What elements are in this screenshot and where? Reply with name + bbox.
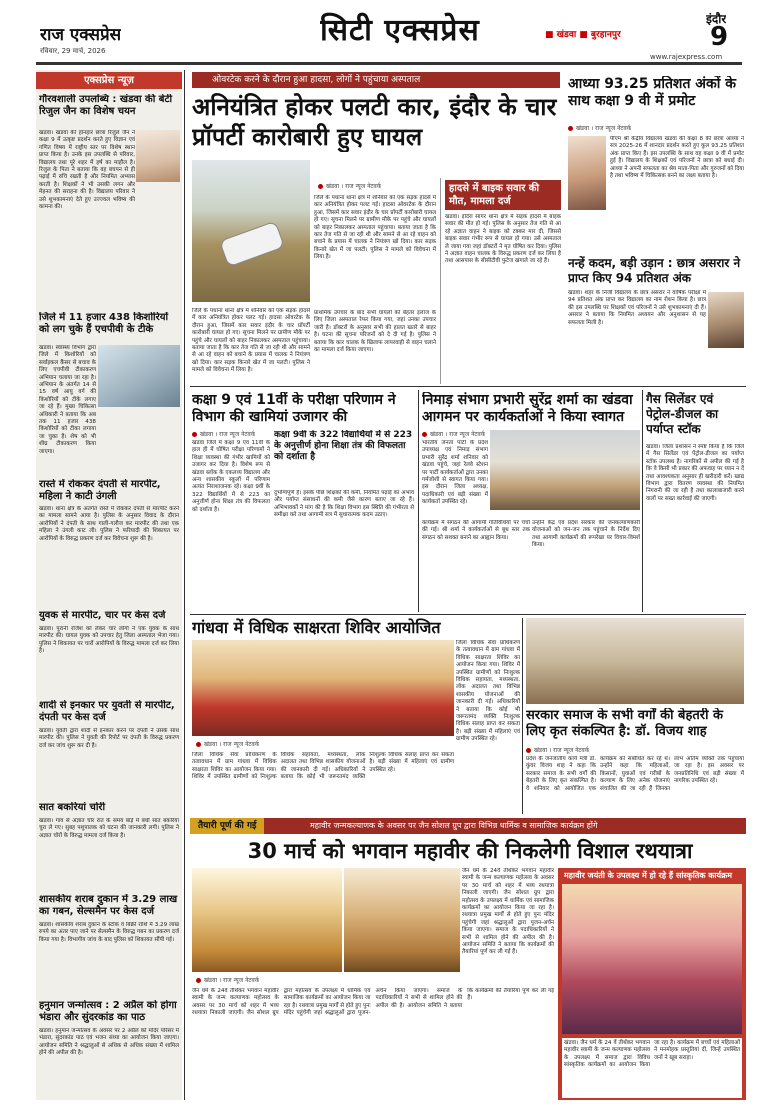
- mid-rule: [190, 614, 746, 615]
- culture-dance-photo: [562, 884, 742, 1034]
- asrar-title: नन्हें कदम, बड़ी उड़ान : छात्र असरार ने प्राप्त किए 94 प्रतिशत अंक: [568, 256, 741, 285]
- masthead-date: रविवार, 29 मार्च, 2026: [40, 47, 106, 55]
- rath-kicker-right: महावीर जन्मकल्याणक के अवसर पर जैन सोशल ग्रुप द्वारा विभिन्न धार्मिक व सामाजिक कार्यक्रम होंगे: [310, 821, 598, 830]
- bike-box: [440, 178, 562, 384]
- rath-headline: 30 मार्च को भगवान महावीर की निकलेगी विशाल रथयात्रा: [247, 839, 693, 863]
- rath-byline: खंडवा । राज न्यूज नेटवर्क: [196, 976, 259, 984]
- literacy-body: जिला विधिक सेवा प्राधिकरण के तत्वावधान में ग्राम गांधवा में विधिक साक्षरता शिविर का आयोजन किया गया। शिविर में उपस्थित ग्रामीणों को निःशुल्क विधिक सहायता, मध्यस्थता, लोक अदालत तथा विभिन्न शासकीय योजनाओं की जानकारी दी गई। अधिकारियों ने बताया कि कोई भी जरूरतमंद व्यक्ति निःशुल्क विधिक सलाह प्राप्त कर सकता है। बड़ी संख्या में महिलाएं एवं ग्रामीण उपस्थित रहे।: [456, 640, 520, 743]
- sidebar-s5-body: खंडवा। युवती द्वारा शादी से इनकार करने पर दंपती ने उसके साथ मारपीट की। पुलिस ने युवती की रिपोर्ट पर दंपती के विरुद्ध प्रकरण दर्ज कर जांच शुरू कर दी है।: [39, 728, 179, 749]
- sidebar-s7-body: खंडवा। शासकीय शराब दुकान के स्टॉक व बिक्री राशि में 3.29 लाख रुपये का अंतर पाए जाने पर सेल्समैन के विरुद्ध गबन का प्रकरण दर्ज किया गया है। विभागीय जांच के बाद पुलिस को शिकायत सौंपी गई।: [39, 922, 179, 943]
- shah-title: सरकार समाज के सभी वर्गों की बेहतरी के लिए कृत संकल्पित है: डॉ. विजय शाह: [526, 708, 723, 739]
- aadhya-photo: [568, 136, 606, 210]
- sidebar: [36, 70, 182, 1100]
- gas-body: खंडवा। जिला प्रशासन ने स्पष्ट किया है कि जिले में गैस सिलेंडर एवं पेट्रोल-डीजल का पर्याप्त स्टॉक उपलब्ध है। नागरिकों से अपील की गई है कि वे किसी भी प्रकार की अफवाह पर ध्यान न दें तथा आवश्यकता अनुसार ही खरीदारी करें। खाद्य विभाग द्वारा वितरण व्यवस्था की नियमित निगरानी की जा रही है तथा कालाबाजारी करने वालों पर सख्त कार्रवाई की जाएगी।: [646, 444, 744, 502]
- exam-title: कक्षा 9 एवं 11वीं के परीक्षा परिणाम ने विभाग की खामियां उजागर की: [192, 392, 396, 425]
- sidebar-s6-body: खंडवा। गांव से अज्ञात चोर रात के समय बाड़े में बंधी सात बकरियां चुरा ले गए। सुबह पशुपालक को घटना की जानकारी लगी। पुलिस ने अज्ञात चोरों के विरुद्ध मामला दर्ज किया है।: [39, 818, 179, 839]
- page-number: 9: [710, 22, 729, 52]
- vaccine-photo: [98, 345, 180, 407]
- lead-bottom-rule: [190, 386, 746, 387]
- asrar-photo: [708, 292, 744, 348]
- masthead-center-title: सिटी एक्सप्रेस: [320, 13, 480, 48]
- exam-body-2: दुर्भाग्यपूर्ण है। इसके पीछे शिक्षकों की कमी, नियमित पढ़ाई का अभाव और पर्याप्त संसाधनों की कमी जैसे कारण बताए जा रहे हैं। अभिभावकों ने मांग की है कि शिक्षा विभाग इस स्थिति की गंभीरता से समीक्षा करे तथा आगामी सत्र में सुधारात्मक कदम उठाए।: [274, 490, 414, 519]
- exam-divider: [418, 390, 419, 612]
- literacy-camp-photo: [192, 640, 454, 736]
- sidebar-s3-body: खंडवा। थाना क्षेत्र के अंतर्गत रास्ते में रोककर दंपती से मारपीट करने का मामला सामने आया है। पुलिस के अनुसार विवाद के दौरान आरोपियों ने दंपती के साथ गाली-गलौज कर मारपीट की तथा एक महिला ने उंगली काट ली। पुलिस ने फरियादी की शिकायत पर आरोपियों के विरुद्ध प्रकरण दर्ज कर विवेचना शुरू की है।: [39, 506, 179, 542]
- temple-photo: [192, 868, 342, 972]
- nimad-byline: खंडवा । राज न्यूज नेटवर्क: [422, 430, 485, 438]
- lead-body-1: जिले के पंधाना थाना क्षेत्र में शनिवार को एक सड़क हादसे में कार अनियंत्रित होकर पलट गई। हादसा ओवरटेक के दौरान हुआ, जिसमें कार सवार इंदौर के चार प्रॉपर्टी कारोबारी घायल हो गए। सूचना मिलने पर ग्रामीण मौके पर पहुंचे और घायलों को बाहर निकालकर अस्पताल पहुंचाया। बताया जाता है कि कार तेज गति से जा रही थी और सामने से आ रहे वाहन को बचाने के प्रयास में चालक ने नियंत्रण खो दिया। कार सड़क किनारे खेत में जा पलटी। पुलिस ने मामले को विवेचना में लिया है।: [314, 195, 436, 261]
- gas-title: गैस सिलेंडर एवं पेट्रोल-डीजल का पर्याप्त स्टॉक: [646, 392, 719, 436]
- website[interactable]: www.rajexpress.com: [650, 53, 723, 61]
- nimad-title: निमाड़ संभाग प्रभारी सुरेंद्र शर्मा का खंडवा आगमन पर कार्यकर्ताओं ने किया स्वागत: [422, 392, 633, 425]
- rath-body-2: जैन धर्म के 24वें तीर्थंकर भगवान महावीर स्वामी के जन्म कल्याणक महोत्सव के अवसर पर 30 मार्च को शहर में भव्य रथयात्रा निकाली जाएगी। जैन सोशल ग्रुप द्वारा महोत्सव के उपलक्ष्य में धार्मिक एवं सामाजिक कार्यक्रमों का आयोजन किया जा रहा है। रथयात्रा प्रमुख मार्गों से होते हुए पुनः मंदिर पहुंचेगी जहां श्रद्धालुओं द्वारा पूजन-अर्चन किया जाएगा। समाज के पदाधिकारियों ने सभी से शामिल होने की अपील की है। आयोजन समिति ने बताया कि कार्यक्रमों की तैयारियां पूर्ण कर ली गई हैं।: [192, 988, 554, 1017]
- exam-pull-quote: कक्षा 9वीं के 322 विद्यार्थियों में से 223 के अनुत्तीर्ण होना शिक्षा तंत्र की विफलता को दर्शाता है: [274, 430, 413, 462]
- rath-photo: [344, 868, 460, 972]
- nimad-body-2: कार्यक्रम में संगठन की आगामी गतिविधियों पर चर्चा की गई। श्री शर्मा ने कार्यकर्ताओं से बूथ स्तर तक संगठन को सशक्त बनाने का आह्वान किया।: [422, 520, 530, 541]
- shah-byline: खंडवा । राज न्यूज नेटवर्क: [526, 746, 589, 754]
- nimad-group-photo: [490, 430, 640, 510]
- sidebar-s5-title: शादी से इनकार पर युवती से मारपीट, दंपती पर केस दर्ज: [39, 700, 175, 723]
- lead-body-3: जिले के पंधाना थाना क्षेत्र में शनिवार को एक सड़क हादसे में कार अनियंत्रित होकर पलट गई। हादसा ओवरटेक के दौरान हुआ, जिसमें कार सवार इंदौर के चार प्रॉपर्टी कारोबारी घायल हो गए। सूचना मिलने पर ग्रामीण मौके पर पहुंचे और घायलों को बाहर निकालकर अस्पताल पहुंचाया। बताया जाता है कि कार तेज गति से जा रही थी और सामने से आ रहे वाहन को बचाने के प्रयास में चालक ने नियंत्रण खो दिया। कार सड़क किनारे खेत में जा पलटी। पुलिस ने मामले को विवेचना में लिया है।: [192, 308, 310, 374]
- shah-speech-photo: [526, 618, 744, 704]
- sidebar-divider: [184, 70, 185, 1100]
- exam-byline: खंडवा । राज न्यूज नेटवर्क: [192, 430, 255, 438]
- literacy-title: गांधवा में विधिक साक्षरता शिविर आयोजित: [192, 618, 441, 637]
- sidebar-banner: एक्सप्रेस न्यूज़: [36, 72, 182, 89]
- lead-byline: खंडवा । राज न्यूज नेटवर्क: [318, 182, 381, 190]
- culture-box: [558, 868, 746, 1100]
- shah-body: प्रदेश के जनजातीय कार्य मंत्री डॉ. कुंवर विजय शाह ने कहा कि सरकार समाज के सभी वर्गों की बेहतरी के लिए कृत संकल्पित है। वे शनिवार को आयोजित एक कार्यक्रम को संबोधित कर रहे थे। उन्होंने कहा कि महिलाओं, किसानों, युवाओं एवं गरीबों के कल्याण के लिए अनेक योजनाएं संचालित की जा रही हैं जिनका लाभ अंतिम व्यक्ति तक पहुंचाया जा रहा है। इस अवसर पर जनप्रतिनिधि एवं बड़ी संख्या में नागरिक उपस्थित रहे।: [526, 756, 744, 792]
- rath-kicker-bar: [190, 818, 746, 834]
- sidebar-s4-title: युवक से मारपीट, चार पर केस दर्ज: [39, 610, 166, 621]
- rath-body-1: जैन धर्म के 24वें तीर्थंकर भगवान महावीर स्वामी के जन्म कल्याणक महोत्सव के अवसर पर 30 मार्च को शहर में भव्य रथयात्रा निकाली जाएगी। जैन सोशल ग्रुप द्वारा महोत्सव के उपलक्ष्य में धार्मिक एवं सामाजिक कार्यक्रमों का आयोजन किया जा रहा है। रथयात्रा प्रमुख मार्गों से होते हुए पुनः मंदिर पहुंचेगी जहां श्रद्धालुओं द्वारा पूजन-अर्चन किया जाएगा। समाज के पदाधिकारियों ने सभी से शामिल होने की अपील की है। आयोजन समिति ने बताया कि कार्यक्रमों की तैयारियां पूर्ण कर ली गई हैं।: [462, 868, 554, 956]
- asrar-body: खंडवा। शहर के निजी विद्यालय के छात्र असरार ने वार्षिक परीक्षा में 94 प्रतिशत अंक प्राप्त कर विद्यालय का नाम रोशन किया है। छात्र की इस उपलब्धि पर शिक्षकों एवं परिजनों ने उसे शुभकामनाएं दी हैं। असरार ने बताया कि नियमित अध्ययन और अनुशासन से यह सफलता मिली है।: [568, 290, 706, 326]
- nimad-divider: [642, 390, 643, 612]
- bike-title: हादसे में बाइक सवार की मौत, मामला दर्ज: [445, 180, 561, 210]
- sidebar-s1-title: गौरवशाली उपलब्धि : खंडवा की बेटी रिजुल जैन का विशेष चयन: [39, 94, 173, 117]
- sidebar-s8-body: खंडवा। हनुमान जन्मोत्सव के अवसर पर 2 अप्रैल को मंदिर परिसर में भंडारा, सुंदरकांड पाठ एवं भजन संध्या का आयोजन किया जाएगा। आयोजन समिति ने श्रद्धालुओं से अधिक से अधिक संख्या में शामिल होने की अपील की है।: [39, 1028, 179, 1057]
- lead-headline: अनियंत्रित होकर पलटी कार, इंदौर के चार प्रॉपर्टी कारोबारी हुए घायल: [192, 93, 557, 151]
- sidebar-s2-title: जिले में 11 हजार 438 किशोरियों को लग चुके हैं एचपीवी के टीके: [39, 312, 169, 335]
- masthead-left-title: राज एक्सप्रेस: [40, 25, 122, 45]
- sidebar-s8-title: हनुमान जन्मोत्सव : 2 अप्रैल को होगा भंडारा और सुंदरकांड का पाठ: [39, 1000, 177, 1023]
- bike-body: खंडवा। इंदिरा सागर थाना क्षेत्र में सड़क हादसे में बाइक सवार की मौत हो गई। पुलिस के अनुसार तेज गति से आ रहे अज्ञात वाहन ने बाइक को टक्कर मार दी, जिससे बाइक सवार गंभीर रूप से घायल हो गया। उसे अस्पताल ले जाया गया जहां डॉक्टरों ने मृत घोषित कर दिया। पुलिस ने अज्ञात वाहन चालक के विरुद्ध प्रकरण दर्ज कर लिया है तथा आसपास के सीसीटीवी फुटेज खंगाले जा रहे हैं।: [445, 214, 561, 265]
- aadhya-body: पीएम श्री केंद्रीय विद्यालय खंडवा की कक्षा 8 की छात्रा आध्या ने सत्र 2025-26 में शानदार प्रदर्शन करते हुए कुल 93.25 प्रतिशत अंक प्राप्त किए हैं। इस उपलब्धि के साथ वह कक्षा 9 वीं में प्रमोट हुई है। विद्यालय के शिक्षकों एवं परिजनों ने छात्रा को बधाई दी। आध्या ने अपनी सफलता का श्रेय माता-पिता और गुरुजनों को दिया है तथा भविष्य में चिकित्सक बनने का लक्ष्य बताया है।: [610, 136, 744, 180]
- lead-kicker: ओवरटेक करने के दौरान हुआ हादसा, लोगों ने पहुंचाया अस्पताल: [192, 72, 560, 88]
- masthead-city: इंदौर: [706, 12, 727, 26]
- masthead: [0, 0, 778, 70]
- literacy-divider: [522, 618, 523, 814]
- nimad-body-1: भारतीय जनता पार्टी के प्रदेश उपाध्यक्ष एवं निमाड़ संभाग प्रभारी सुरेंद्र शर्मा शनिवार को खंडवा पहुंचे, जहां रेलवे स्टेशन पर पार्टी कार्यकर्ताओं द्वारा उनका गर्मजोशी से स्वागत किया गया। इस दौरान जिला अध्यक्ष, पदाधिकारी एवं बड़ी संख्या में कार्यकर्ता उपस्थित रहे।: [422, 440, 488, 506]
- accident-car-photo: [192, 160, 310, 302]
- sidebar-s3-title: रास्ते में रोककर दंपती से मारपीट, महिला ने काटी उंगली: [39, 479, 161, 502]
- sidebar-s6-title: सात बकरियां चोरी: [39, 802, 106, 813]
- culture-banner: महावीर जयंती के उपलक्ष्य में हो रहे हैं सांस्कृतिक कार्यक्रम: [564, 871, 733, 880]
- masthead-rule: [36, 62, 742, 65]
- aadhya-title: आध्या 93.25 प्रतिशत अंकों के साथ कक्षा 9 वी में प्रमोट: [568, 76, 736, 109]
- literacy-body-2: जिला विधिक सेवा प्राधिकरण के तत्वावधान में ग्राम गांधवा में विधिक साक्षरता शिविर का आयोजन किया गया। शिविर में उपस्थित ग्रामीणों को निःशुल्क विधिक सहायता, मध्यस्थता, लोक अदालत तथा विभिन्न शासकीय योजनाओं की जानकारी दी गई। अधिकारियों ने बताया कि कोई भी जरूरतमंद व्यक्ति निःशुल्क विधिक सलाह प्राप्त कर सकता है। बड़ी संख्या में महिलाएं एवं ग्रामीण उपस्थित रहे।: [192, 752, 454, 781]
- rath-kicker-left: तैयारी पूर्ण की गई: [190, 818, 264, 834]
- exam-body-1: खंडवा जिले में कक्षा 9 एवं 11वीं के हाल ही में घोषित परीक्षा परिणामों ने शिक्षा व्यवस्था की गंभीर खामियों को उजागर कर दिया है। विशेष रूप से खंडवा ब्लॉक के एकलव्य विद्यालय और अन्य शासकीय स्कूलों में परिणाम अत्यंत निराशाजनक रहे। कक्षा 9वीं के 322 विद्यार्थियों में से 223 का अनुत्तीर्ण होना शिक्षा तंत्र की विफलता को दर्शाता है।: [192, 440, 270, 513]
- sidebar-s7-title: शासकीय शराब दुकान में 3.29 लाख का गबन, सेल्समैन पर केस दर्ज: [39, 894, 178, 917]
- culture-body: खंडवा। जैन धर्म के 24 वें तीर्थंकर भगवान महावीर स्वामी के जन्म कल्याणक महोत्सव के उपलक्ष्य में समाज द्वारा विविध सांस्कृतिक कार्यक्रमों का आयोजन किया जा रहा है। कार्यक्रम में बच्चों एवं महिलाओं ने मनमोहक प्रस्तुतियां दीं, जिन्हें उपस्थित जनों ने खूब सराहा।: [562, 1038, 742, 1098]
- nimad-body-3: उन्होंने केंद्र एवं प्रदेश सरकार की जनकल्याणकारी योजनाओं को जन-जन तक पहुंचाने के निर्देश दिए तथा आगामी कार्यक्रमों की रूपरेखा पर विचार-विमर्श किया।: [532, 520, 640, 549]
- aadhya-byline: खंडवा । राज न्यूज नेटवर्क: [568, 124, 631, 132]
- sidebar-s4-body: खंडवा। पुरानी रंजिश को लेकर चार लोगों ने एक युवक के साथ मारपीट की। घायल युवक को उपचार हेतु जिला अस्पताल भेजा गया। पुलिस ने शिकायत पर चारों आरोपियों के विरुद्ध मामला दर्ज कर लिया है।: [39, 626, 179, 655]
- lead-body-2: प्राथमिक उपचार के बाद सभी घायलों को बेहतर इलाज के लिए जिला अस्पताल रेफर किया गया, जहां उनका उपचार जारी है। डॉक्टरों के अनुसार सभी की हालत खतरे से बाहर है। घटना की सूचना परिजनों को दे दी गई है। पुलिस ने बताया कि कार चालक के खिलाफ लापरवाही से वाहन चलाने का मामला दर्ज किया जाएगा।: [314, 310, 436, 354]
- literacy-byline: खंडवा । राज न्यूज नेटवर्क: [196, 740, 259, 748]
- sidebar-s2-body: खंडवा। स्वास्थ्य विभाग द्वारा जिले में किशोरियों को सर्वाइकल कैंसर से बचाव के लिए एचपीवी टीकाकरण अभियान चलाया जा रहा है। अभियान के अंतर्गत 14 से 15 वर्ष आयु वर्ग की किशोरियों को टीके लगाए जा रहे हैं। मुख्य चिकित्सा अधिकारी ने बताया कि अब तक 11 हजार 438 किशोरियों को टीका लगाया जा चुका है। शेष को भी शीघ्र टीकाकरण किया जाएगा।: [39, 345, 96, 455]
- masthead-editions: ■ खंडवा ■ बुरहानपुर: [545, 30, 621, 40]
- rijul-photo: [136, 130, 180, 182]
- sidebar-s1-body: खंडवा। खंडवा की होनहार छात्रा रिजुल जैन ने कक्षा 9 में उत्कृष्ट प्रदर्शन करते हुए विज्ञान एवं गणित विषय में राष्ट्रीय स्तर पर विशेष स्थान प्राप्त किया है। उनके इस उपलब्धि से परिवार, विद्यालय तथा पूरे शहर में हर्ष का माहौल है। रिजुल के पिता ने बताया कि वह बचपन से ही पढ़ाई में रुचि रखती है और नियमित अभ्यास करती है। शिक्षकों ने भी उसकी लगन और मेहनत की सराहना की है। विद्यालय परिवार ने उसे शुभकामनाएं देते हुए उज्ज्वल भविष्य की कामना की।: [39, 130, 135, 211]
